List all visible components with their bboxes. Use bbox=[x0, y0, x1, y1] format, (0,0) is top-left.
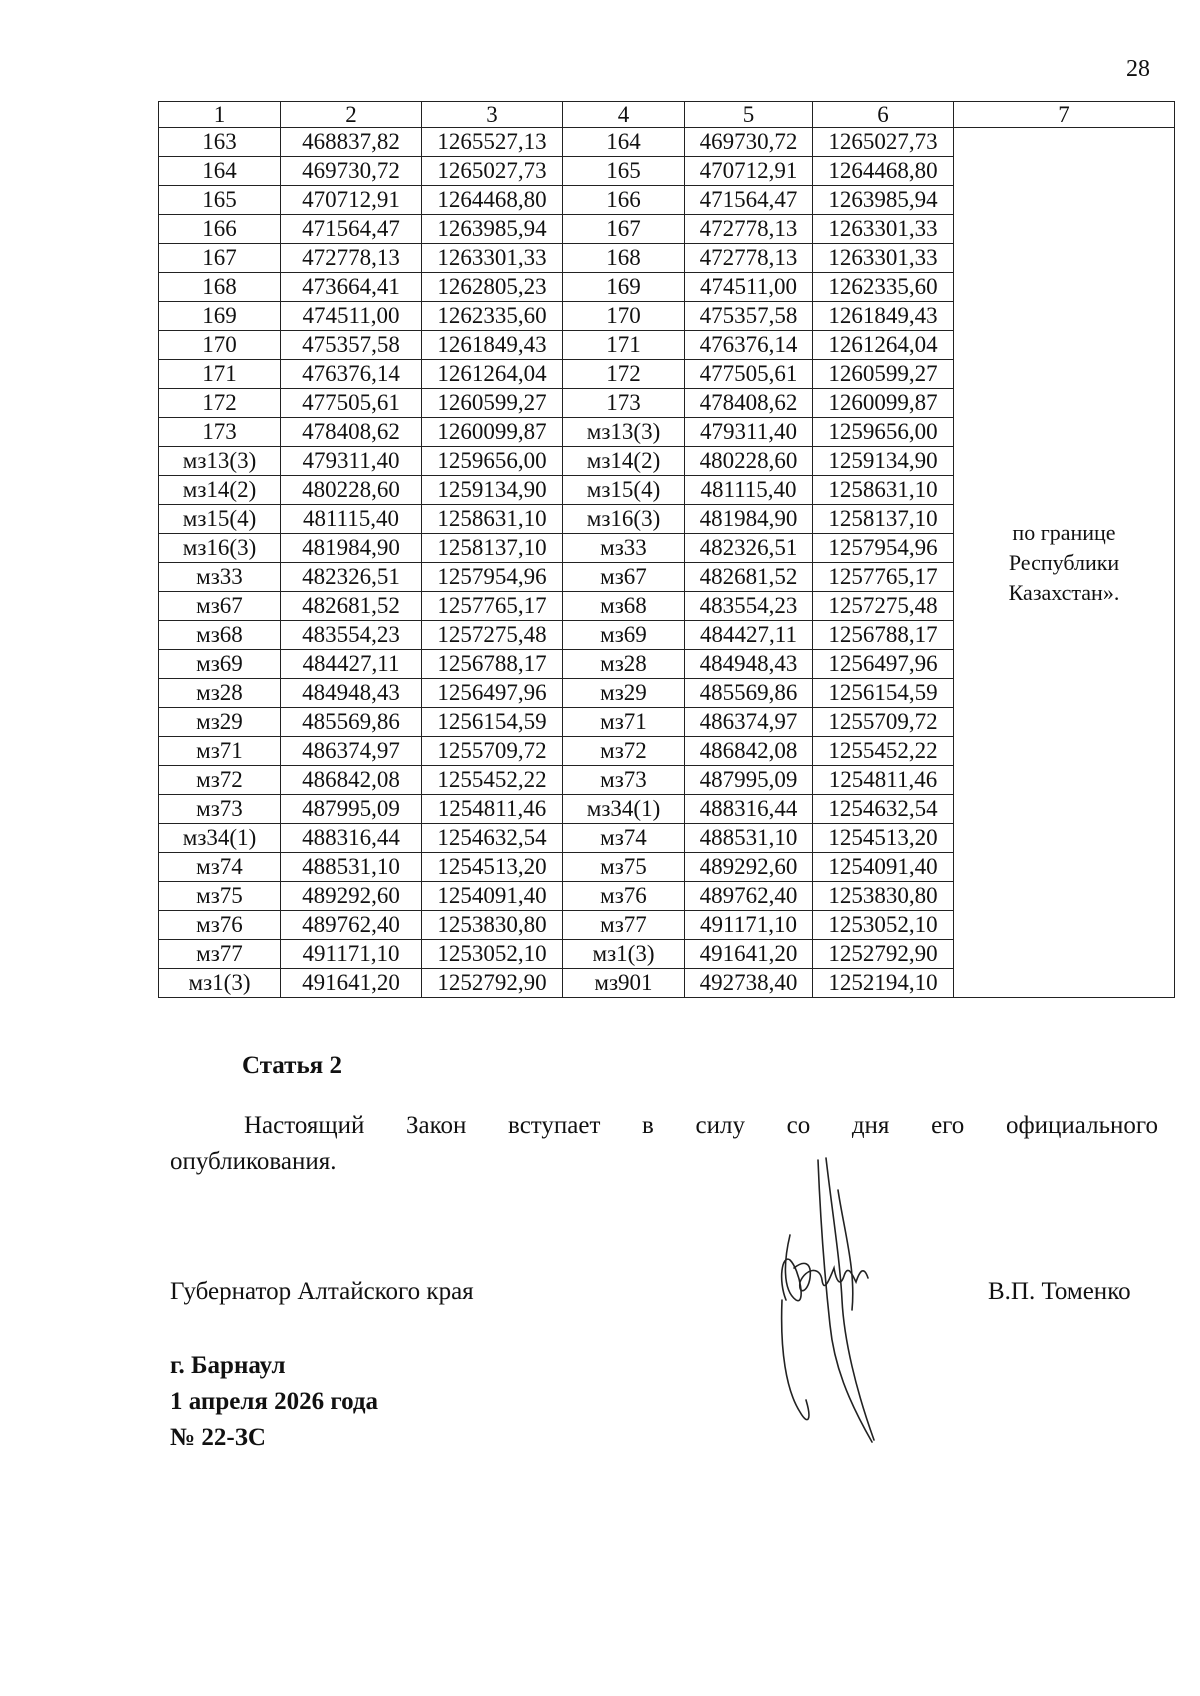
signer-title: Губернатор Алтайского края bbox=[170, 1278, 474, 1305]
table-cell: 1263301,33 bbox=[813, 215, 954, 244]
table-cell: 492738,40 bbox=[685, 969, 813, 998]
table-cell: мз75 bbox=[159, 882, 281, 911]
table-cell: мз34(1) bbox=[563, 795, 685, 824]
table-cell: 1261264,04 bbox=[422, 360, 563, 389]
table-cell: 477505,61 bbox=[685, 360, 813, 389]
table-cell: 1256154,59 bbox=[422, 708, 563, 737]
table-cell: 1252194,10 bbox=[813, 969, 954, 998]
table-cell: 167 bbox=[563, 215, 685, 244]
table-cell: мз15(4) bbox=[159, 505, 281, 534]
table-cell: 468837,82 bbox=[281, 128, 422, 157]
issue-date: 1 апреля 2026 года bbox=[170, 1388, 379, 1415]
table-cell: 167 bbox=[159, 244, 281, 273]
table-cell: 486842,08 bbox=[685, 737, 813, 766]
table-cell: 1259656,00 bbox=[422, 447, 563, 476]
table-cell: мз76 bbox=[563, 882, 685, 911]
table-cell: 164 bbox=[563, 128, 685, 157]
table-cell: 1257275,48 bbox=[813, 592, 954, 621]
table-cell: мз73 bbox=[159, 795, 281, 824]
table-cell: 1255709,72 bbox=[422, 737, 563, 766]
table-cell: 479311,40 bbox=[685, 418, 813, 447]
article-title: Статья 2 bbox=[242, 1052, 342, 1079]
table-cell: 469730,72 bbox=[281, 157, 422, 186]
column-header: 6 bbox=[813, 102, 954, 128]
table-cell: 471564,47 bbox=[685, 186, 813, 215]
table-cell: 479311,40 bbox=[281, 447, 422, 476]
table-cell: 169 bbox=[563, 273, 685, 302]
table-cell: мз77 bbox=[159, 940, 281, 969]
table-cell: 483554,23 bbox=[685, 592, 813, 621]
table-cell: 486842,08 bbox=[281, 766, 422, 795]
table-cell: 475357,58 bbox=[281, 331, 422, 360]
table-cell: мз28 bbox=[563, 650, 685, 679]
table-cell: 1263301,33 bbox=[422, 244, 563, 273]
column-header: 7 bbox=[954, 102, 1175, 128]
table-cell: 1255452,22 bbox=[813, 737, 954, 766]
table-cell: 168 bbox=[159, 273, 281, 302]
table-cell: 1263301,33 bbox=[813, 244, 954, 273]
table-cell: 491641,20 bbox=[685, 940, 813, 969]
table-cell: 472778,13 bbox=[685, 215, 813, 244]
table-cell: 171 bbox=[159, 360, 281, 389]
table-cell: 1255452,22 bbox=[422, 766, 563, 795]
table-cell: 1260099,87 bbox=[813, 389, 954, 418]
table-cell: 1261264,04 bbox=[813, 331, 954, 360]
table-cell: 488531,10 bbox=[685, 824, 813, 853]
column-header: 3 bbox=[422, 102, 563, 128]
table-cell: 170 bbox=[563, 302, 685, 331]
table-cell: мз69 bbox=[159, 650, 281, 679]
table-cell: мз29 bbox=[159, 708, 281, 737]
table-cell: 482326,51 bbox=[281, 563, 422, 592]
table-cell: 1258137,10 bbox=[422, 534, 563, 563]
table-cell: 481984,90 bbox=[685, 505, 813, 534]
column-header: 5 bbox=[685, 102, 813, 128]
table-cell: 487995,09 bbox=[685, 766, 813, 795]
table-cell: 481115,40 bbox=[685, 476, 813, 505]
table-cell: мз71 bbox=[563, 708, 685, 737]
table-cell: 481115,40 bbox=[281, 505, 422, 534]
table-cell: мз68 bbox=[159, 621, 281, 650]
table-cell: 484427,11 bbox=[281, 650, 422, 679]
table-cell: 1257765,17 bbox=[422, 592, 563, 621]
table-cell: мз29 bbox=[563, 679, 685, 708]
handwritten-signature bbox=[760, 1150, 920, 1450]
table-cell: 477505,61 bbox=[281, 389, 422, 418]
table-cell: 1265027,73 bbox=[422, 157, 563, 186]
table-cell: 1254513,20 bbox=[813, 824, 954, 853]
table-cell: мз28 bbox=[159, 679, 281, 708]
table-cell: мз74 bbox=[159, 853, 281, 882]
table-cell: 1262335,60 bbox=[813, 273, 954, 302]
table-cell: 470712,91 bbox=[685, 157, 813, 186]
table-cell: 1256497,96 bbox=[422, 679, 563, 708]
table-cell: 485569,86 bbox=[281, 708, 422, 737]
table-cell: 1253830,80 bbox=[422, 911, 563, 940]
page-number: 28 bbox=[1126, 56, 1150, 82]
table-cell: 1258137,10 bbox=[813, 505, 954, 534]
table-cell: 173 bbox=[563, 389, 685, 418]
table-cell: 469730,72 bbox=[685, 128, 813, 157]
table-cell: 488316,44 bbox=[685, 795, 813, 824]
table-cell: 474511,00 bbox=[281, 302, 422, 331]
table-cell: 1265527,13 bbox=[422, 128, 563, 157]
table-cell: мз14(2) bbox=[563, 447, 685, 476]
table-cell: 1253052,10 bbox=[813, 911, 954, 940]
table-cell: мз16(3) bbox=[563, 505, 685, 534]
table-cell: мз71 bbox=[159, 737, 281, 766]
table-cell: 1258631,10 bbox=[422, 505, 563, 534]
table-cell: 1263985,94 bbox=[813, 186, 954, 215]
table-cell: 491641,20 bbox=[281, 969, 422, 998]
table-cell: 1252792,90 bbox=[813, 940, 954, 969]
table-cell: 485569,86 bbox=[685, 679, 813, 708]
table-cell: 489292,60 bbox=[281, 882, 422, 911]
table-cell: мз34(1) bbox=[159, 824, 281, 853]
boundary-note: по границе Республики Казахстан». bbox=[954, 128, 1175, 998]
signer-name: В.П. Томенко bbox=[988, 1278, 1131, 1305]
table-cell: 1254632,54 bbox=[813, 795, 954, 824]
table-cell: 1257954,96 bbox=[422, 563, 563, 592]
table-cell: 484948,43 bbox=[281, 679, 422, 708]
table-cell: мз1(3) bbox=[159, 969, 281, 998]
table-cell: 1256154,59 bbox=[813, 679, 954, 708]
table-cell: 489762,40 bbox=[685, 882, 813, 911]
table-cell: 482326,51 bbox=[685, 534, 813, 563]
table-cell: 172 bbox=[563, 360, 685, 389]
table-cell: 1254513,20 bbox=[422, 853, 563, 882]
article-body bbox=[170, 1108, 1158, 1180]
table-cell: мз33 bbox=[563, 534, 685, 563]
table-cell: 478408,62 bbox=[281, 418, 422, 447]
table-cell: 491171,10 bbox=[685, 911, 813, 940]
table-cell: 163 bbox=[159, 128, 281, 157]
table-cell: 472778,13 bbox=[685, 244, 813, 273]
table-cell: 1265027,73 bbox=[813, 128, 954, 157]
table-cell: мз74 bbox=[563, 824, 685, 853]
table-cell: 164 bbox=[159, 157, 281, 186]
table-cell: 480228,60 bbox=[281, 476, 422, 505]
table-cell: 171 bbox=[563, 331, 685, 360]
table-cell: 1256788,17 bbox=[422, 650, 563, 679]
table-cell: 483554,23 bbox=[281, 621, 422, 650]
issue-number: № 22-ЗС bbox=[170, 1424, 266, 1451]
table-cell: 1255709,72 bbox=[813, 708, 954, 737]
table-cell: 1254091,40 bbox=[422, 882, 563, 911]
table-cell: мз901 bbox=[563, 969, 685, 998]
table-cell: 476376,14 bbox=[281, 360, 422, 389]
table-cell: мз13(3) bbox=[159, 447, 281, 476]
table-cell: 1256788,17 bbox=[813, 621, 954, 650]
table-cell: 482681,52 bbox=[281, 592, 422, 621]
table-cell: мз72 bbox=[159, 766, 281, 795]
table-cell: 1257275,48 bbox=[422, 621, 563, 650]
table-cell: 484948,43 bbox=[685, 650, 813, 679]
table-cell: 1263985,94 bbox=[422, 215, 563, 244]
table-cell: 1254091,40 bbox=[813, 853, 954, 882]
table-cell: 487995,09 bbox=[281, 795, 422, 824]
table-cell: мз67 bbox=[563, 563, 685, 592]
table-cell: 1259134,90 bbox=[422, 476, 563, 505]
table-cell: 1264468,80 bbox=[422, 186, 563, 215]
table-cell: 1264468,80 bbox=[813, 157, 954, 186]
table-cell: мз13(3) bbox=[563, 418, 685, 447]
table-cell: 1260599,27 bbox=[422, 389, 563, 418]
table-cell: 173 bbox=[159, 418, 281, 447]
table-cell: мз16(3) bbox=[159, 534, 281, 563]
table-cell: 1261849,43 bbox=[813, 302, 954, 331]
table-cell: 1261849,43 bbox=[422, 331, 563, 360]
table-cell: 488316,44 bbox=[281, 824, 422, 853]
table-cell: 1254811,46 bbox=[422, 795, 563, 824]
table-cell: 1259656,00 bbox=[813, 418, 954, 447]
table-cell: 1256497,96 bbox=[813, 650, 954, 679]
table-cell: мз77 bbox=[563, 911, 685, 940]
article-body-line2: опубликования. bbox=[170, 1148, 337, 1175]
table-cell: 486374,97 bbox=[685, 708, 813, 737]
table-cell: 1253830,80 bbox=[813, 882, 954, 911]
table-cell: 470712,91 bbox=[281, 186, 422, 215]
table-cell: мз69 bbox=[563, 621, 685, 650]
table-cell: 1262805,23 bbox=[422, 273, 563, 302]
table-cell: мз73 bbox=[563, 766, 685, 795]
table-cell: мз1(3) bbox=[563, 940, 685, 969]
table-cell: 165 bbox=[563, 157, 685, 186]
table-cell: 482681,52 bbox=[685, 563, 813, 592]
column-header: 2 bbox=[281, 102, 422, 128]
issue-city: г. Барнаул bbox=[170, 1352, 286, 1379]
table-cell: 1257765,17 bbox=[813, 563, 954, 592]
table-cell: 481984,90 bbox=[281, 534, 422, 563]
table-cell: 1262335,60 bbox=[422, 302, 563, 331]
table-cell: 480228,60 bbox=[685, 447, 813, 476]
article-body-line1: Настоящий Закон вступает в силу со дня его официального bbox=[244, 1112, 1158, 1139]
table-cell: 471564,47 bbox=[281, 215, 422, 244]
table-cell: 166 bbox=[159, 215, 281, 244]
table-cell: 476376,14 bbox=[685, 331, 813, 360]
table-cell: 1254811,46 bbox=[813, 766, 954, 795]
table-cell: 170 bbox=[159, 331, 281, 360]
table-cell: 489292,60 bbox=[685, 853, 813, 882]
table-cell: 1260099,87 bbox=[422, 418, 563, 447]
table-cell: 475357,58 bbox=[685, 302, 813, 331]
coordinates-table bbox=[158, 101, 1175, 998]
table-cell: 472778,13 bbox=[281, 244, 422, 273]
column-header: 1 bbox=[159, 102, 281, 128]
table-cell: 166 bbox=[563, 186, 685, 215]
table-cell: 1260599,27 bbox=[813, 360, 954, 389]
table-cell: мз15(4) bbox=[563, 476, 685, 505]
table-cell: мз68 bbox=[563, 592, 685, 621]
table-header-row bbox=[159, 102, 1175, 128]
table-cell: 484427,11 bbox=[685, 621, 813, 650]
table-cell: 489762,40 bbox=[281, 911, 422, 940]
table-cell: мз72 bbox=[563, 737, 685, 766]
table-cell: 474511,00 bbox=[685, 273, 813, 302]
table-cell: 478408,62 bbox=[685, 389, 813, 418]
table-cell: мз67 bbox=[159, 592, 281, 621]
table-cell: 169 bbox=[159, 302, 281, 331]
table-cell: мз76 bbox=[159, 911, 281, 940]
table-cell: 168 bbox=[563, 244, 685, 273]
table-cell: 488531,10 bbox=[281, 853, 422, 882]
table-cell: 473664,41 bbox=[281, 273, 422, 302]
table-cell: 1253052,10 bbox=[422, 940, 563, 969]
column-header: 4 bbox=[563, 102, 685, 128]
table-cell: 486374,97 bbox=[281, 737, 422, 766]
table-cell: 165 bbox=[159, 186, 281, 215]
table-cell: мз14(2) bbox=[159, 476, 281, 505]
table-cell: 1259134,90 bbox=[813, 447, 954, 476]
table-cell: 1257954,96 bbox=[813, 534, 954, 563]
issue-details bbox=[170, 1348, 378, 1456]
table-cell: 491171,10 bbox=[281, 940, 422, 969]
table-cell: 172 bbox=[159, 389, 281, 418]
table-cell: 1258631,10 bbox=[813, 476, 954, 505]
table-cell: мз75 bbox=[563, 853, 685, 882]
table-cell: 1254632,54 bbox=[422, 824, 563, 853]
table-cell: мз33 bbox=[159, 563, 281, 592]
table-row bbox=[159, 128, 1175, 157]
table-cell: 1252792,90 bbox=[422, 969, 563, 998]
